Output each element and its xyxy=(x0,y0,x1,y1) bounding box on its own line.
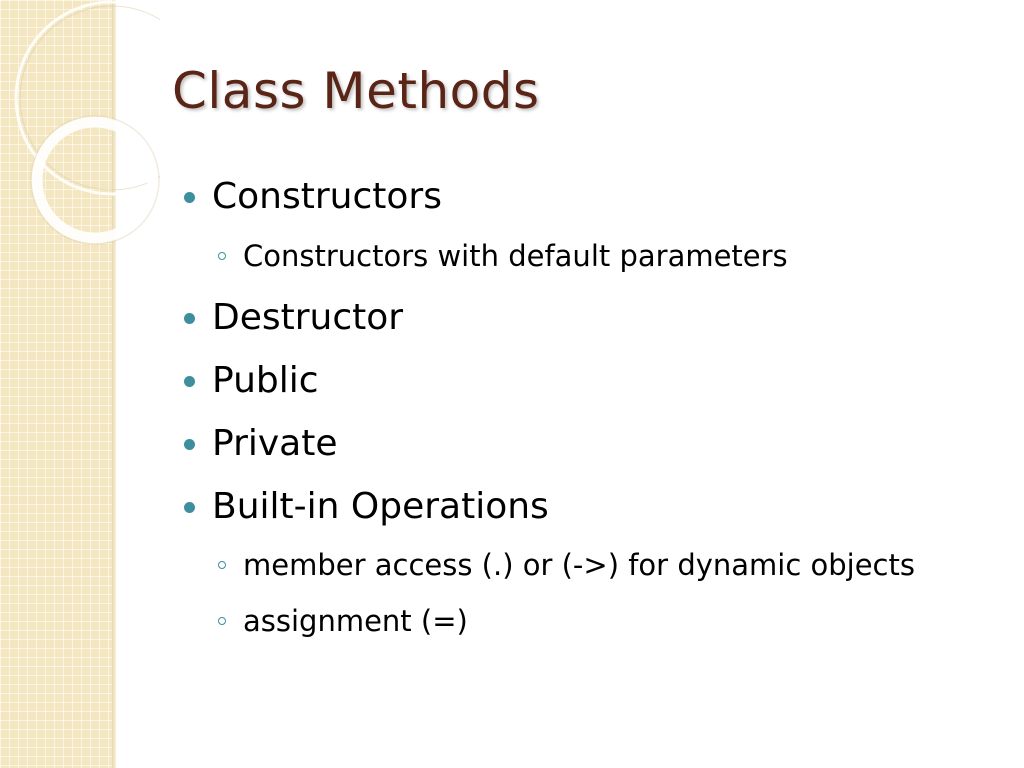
sub-bullet-item: member access (.) or (->) for dynamic objects xyxy=(243,548,915,582)
sub-bullet-ring-icon xyxy=(218,561,226,569)
bullet-dot-icon xyxy=(184,502,195,513)
bullet-dot-icon xyxy=(184,313,195,324)
bullet-dot-icon xyxy=(184,439,195,450)
sub-bullet-item: assignment (=) xyxy=(243,604,468,638)
decorative-circles xyxy=(0,0,160,260)
sub-bullet-ring-icon xyxy=(218,252,226,260)
decorative-circle-small xyxy=(37,122,153,238)
decorative-circle-small-shade xyxy=(31,116,159,244)
bullet-item: Private xyxy=(212,423,338,464)
sub-bullet-item: Constructors with default parameters xyxy=(243,239,788,273)
slide-title: Class Methods xyxy=(172,62,540,120)
sub-bullet-ring-icon xyxy=(218,617,226,625)
bullet-dot-icon xyxy=(184,192,195,203)
bullet-dot-icon xyxy=(184,376,195,387)
bullet-item: Built-in Operations xyxy=(212,486,549,527)
bullet-item: Destructor xyxy=(212,297,404,338)
bullet-item: Constructors xyxy=(212,176,442,217)
bullet-item: Public xyxy=(212,360,319,401)
